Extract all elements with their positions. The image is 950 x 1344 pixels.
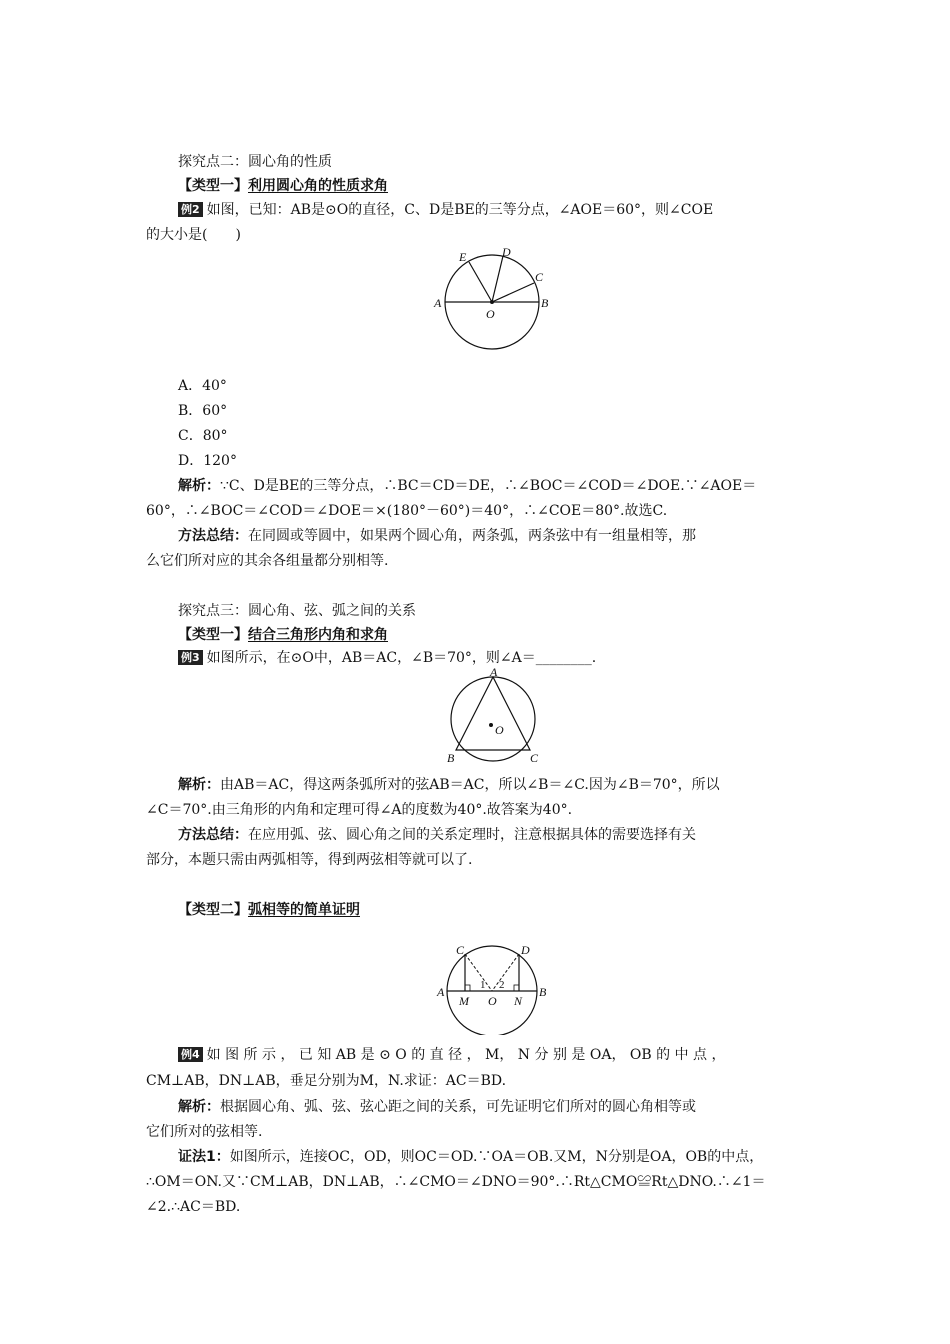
- example3-text: 如图所示，在⊙O中，AB＝AC，∠B＝70°，则∠A＝________.: [206, 650, 597, 666]
- section3-type1-heading: [178, 625, 388, 645]
- option-d: D．120°: [178, 453, 237, 469]
- section2-heading: 探究点二：圆心角的性质: [178, 154, 332, 170]
- label-D: D: [521, 943, 530, 957]
- analysis-label: 解析：: [178, 478, 220, 494]
- option-c: C．80°: [178, 428, 228, 444]
- figure-perpendicular-chords: [432, 935, 552, 1035]
- method-text: 在同圆或等圆中，如果两个圆心角，两条弧，两条弦中有一组量相等，那: [248, 528, 696, 544]
- type1-title: 结合三角形内角和求角: [248, 627, 388, 643]
- method2-line1: [178, 526, 696, 546]
- option-a: A．40°: [178, 378, 227, 394]
- method3-line1: [178, 825, 696, 845]
- analysis4-line2: 它们所对的弦相等.: [146, 1124, 263, 1140]
- label-angle-2: 2: [499, 979, 505, 991]
- label-C: C: [535, 270, 544, 284]
- analysis-text: 由AB＝AC，得这两条弧所对的弦AB＝AC，所以∠B＝∠C.因为∠B＝70°，所以: [220, 777, 720, 793]
- label-M: M: [459, 994, 469, 1008]
- proof-label: 证法1：: [178, 1149, 230, 1165]
- section3-type2-heading: [178, 900, 360, 920]
- analysis-text: 根据圆心角、弧、弦、弦心距之间的关系，可先证明它们所对的圆心角相等或: [220, 1099, 696, 1115]
- example2-text: 如图，已知：AB是⊙O的直径，C、D是BE的三等分点，∠AOE＝60°，则∠COE: [206, 202, 714, 218]
- label-A: A: [434, 296, 442, 310]
- type1-label: 【类型一】: [178, 627, 248, 643]
- option-b: B．60°: [178, 403, 228, 419]
- method-label: 方法总结：: [178, 528, 248, 544]
- label-O: O: [495, 723, 504, 737]
- section2-type-heading: [178, 176, 388, 196]
- analysis-text: ∵C、D是BE的三等分点，∴BC＝CD＝DE，∴∠BOC＝∠COD＝∠DOE.∵∠AOE＝: [220, 478, 757, 494]
- label-C: C: [456, 943, 465, 957]
- label-O: O: [486, 307, 495, 321]
- example4-question-line2: CM⊥AB，DN⊥AB，垂足分别为M，N.求证：AC＝BD.: [146, 1073, 507, 1089]
- analysis3-line2: ∠C＝70°.由三角形的内角和定理可得∠A的度数为40°.故答案为40°.: [146, 802, 573, 818]
- type2-title: 弧相等的简单证明: [248, 902, 360, 918]
- method-label: 方法总结：: [178, 827, 248, 843]
- type-title: 利用圆心角的性质求角: [248, 178, 388, 194]
- label-D: D: [502, 245, 511, 259]
- method3-line2: 部分，本题只需由两弧相等，得到两弦相等就可以了.: [146, 852, 473, 868]
- proof-line1: [178, 1147, 763, 1167]
- proof-line3: ∠2.∴AC＝BD.: [146, 1199, 241, 1215]
- figure-circle-diameter: [430, 245, 560, 355]
- example4-tag: 例4: [178, 1047, 203, 1062]
- proof-text: 如图所示，连接OC，OD，则OC＝OD.∵OA＝OB.又M，N分别是OA，OB的中点，: [229, 1149, 764, 1165]
- analysis2-line2: 60°，∴∠BOC＝∠COD＝∠DOE＝×(180°－60°)＝40°，∴∠COE＝80°.故选C.: [146, 503, 668, 519]
- analysis-label: 解析：: [178, 1099, 220, 1115]
- example3-question: [178, 648, 596, 668]
- label-A: A: [490, 666, 498, 679]
- example2-question-line2: 的大小是( ): [146, 227, 241, 243]
- proof-line2: ∴OM＝ON.又∵CM⊥AB，DN⊥AB，∴∠CMO＝∠DNO＝90°.∴Rt△CMO≌Rt△DNO.∴∠1＝: [146, 1174, 766, 1190]
- example2-tag: 例2: [178, 202, 203, 217]
- label-E: E: [459, 250, 467, 264]
- method2-line2: 么它们所对应的其余各组量都分别相等.: [146, 553, 389, 569]
- label-angle-1: 1: [480, 979, 486, 991]
- analysis4-line1: [178, 1097, 696, 1117]
- type2-label: 【类型二】: [178, 902, 248, 918]
- label-B: B: [447, 751, 455, 765]
- figure-inscribed-triangle: [440, 666, 550, 766]
- analysis3-line1: [178, 775, 720, 795]
- method-text: 在应用弧、弦、圆心角之间的关系定理时，注意根据具体的需要选择有关: [248, 827, 696, 843]
- section3-heading: 探究点三：圆心角、弦、弧之间的关系: [178, 603, 416, 619]
- label-O: O: [488, 994, 497, 1008]
- example4-question-line1: [178, 1045, 725, 1065]
- example2-question-line1: [178, 200, 713, 220]
- label-B: B: [539, 985, 547, 999]
- label-N: N: [514, 994, 523, 1008]
- label-C: C: [530, 751, 539, 765]
- label-A: A: [437, 985, 445, 999]
- example3-tag: 例3: [178, 650, 203, 665]
- example4-text: 如 图 所 示 ， 已 知 AB 是 ⊙ O 的 直 径 ， M， N 分 别 是 OA， OB 的 中 点 ，: [206, 1047, 726, 1063]
- analysis-label: 解析：: [178, 777, 220, 793]
- analysis2-line1: [178, 476, 756, 496]
- label-B: B: [541, 296, 549, 310]
- type-label: 【类型一】: [178, 178, 248, 194]
